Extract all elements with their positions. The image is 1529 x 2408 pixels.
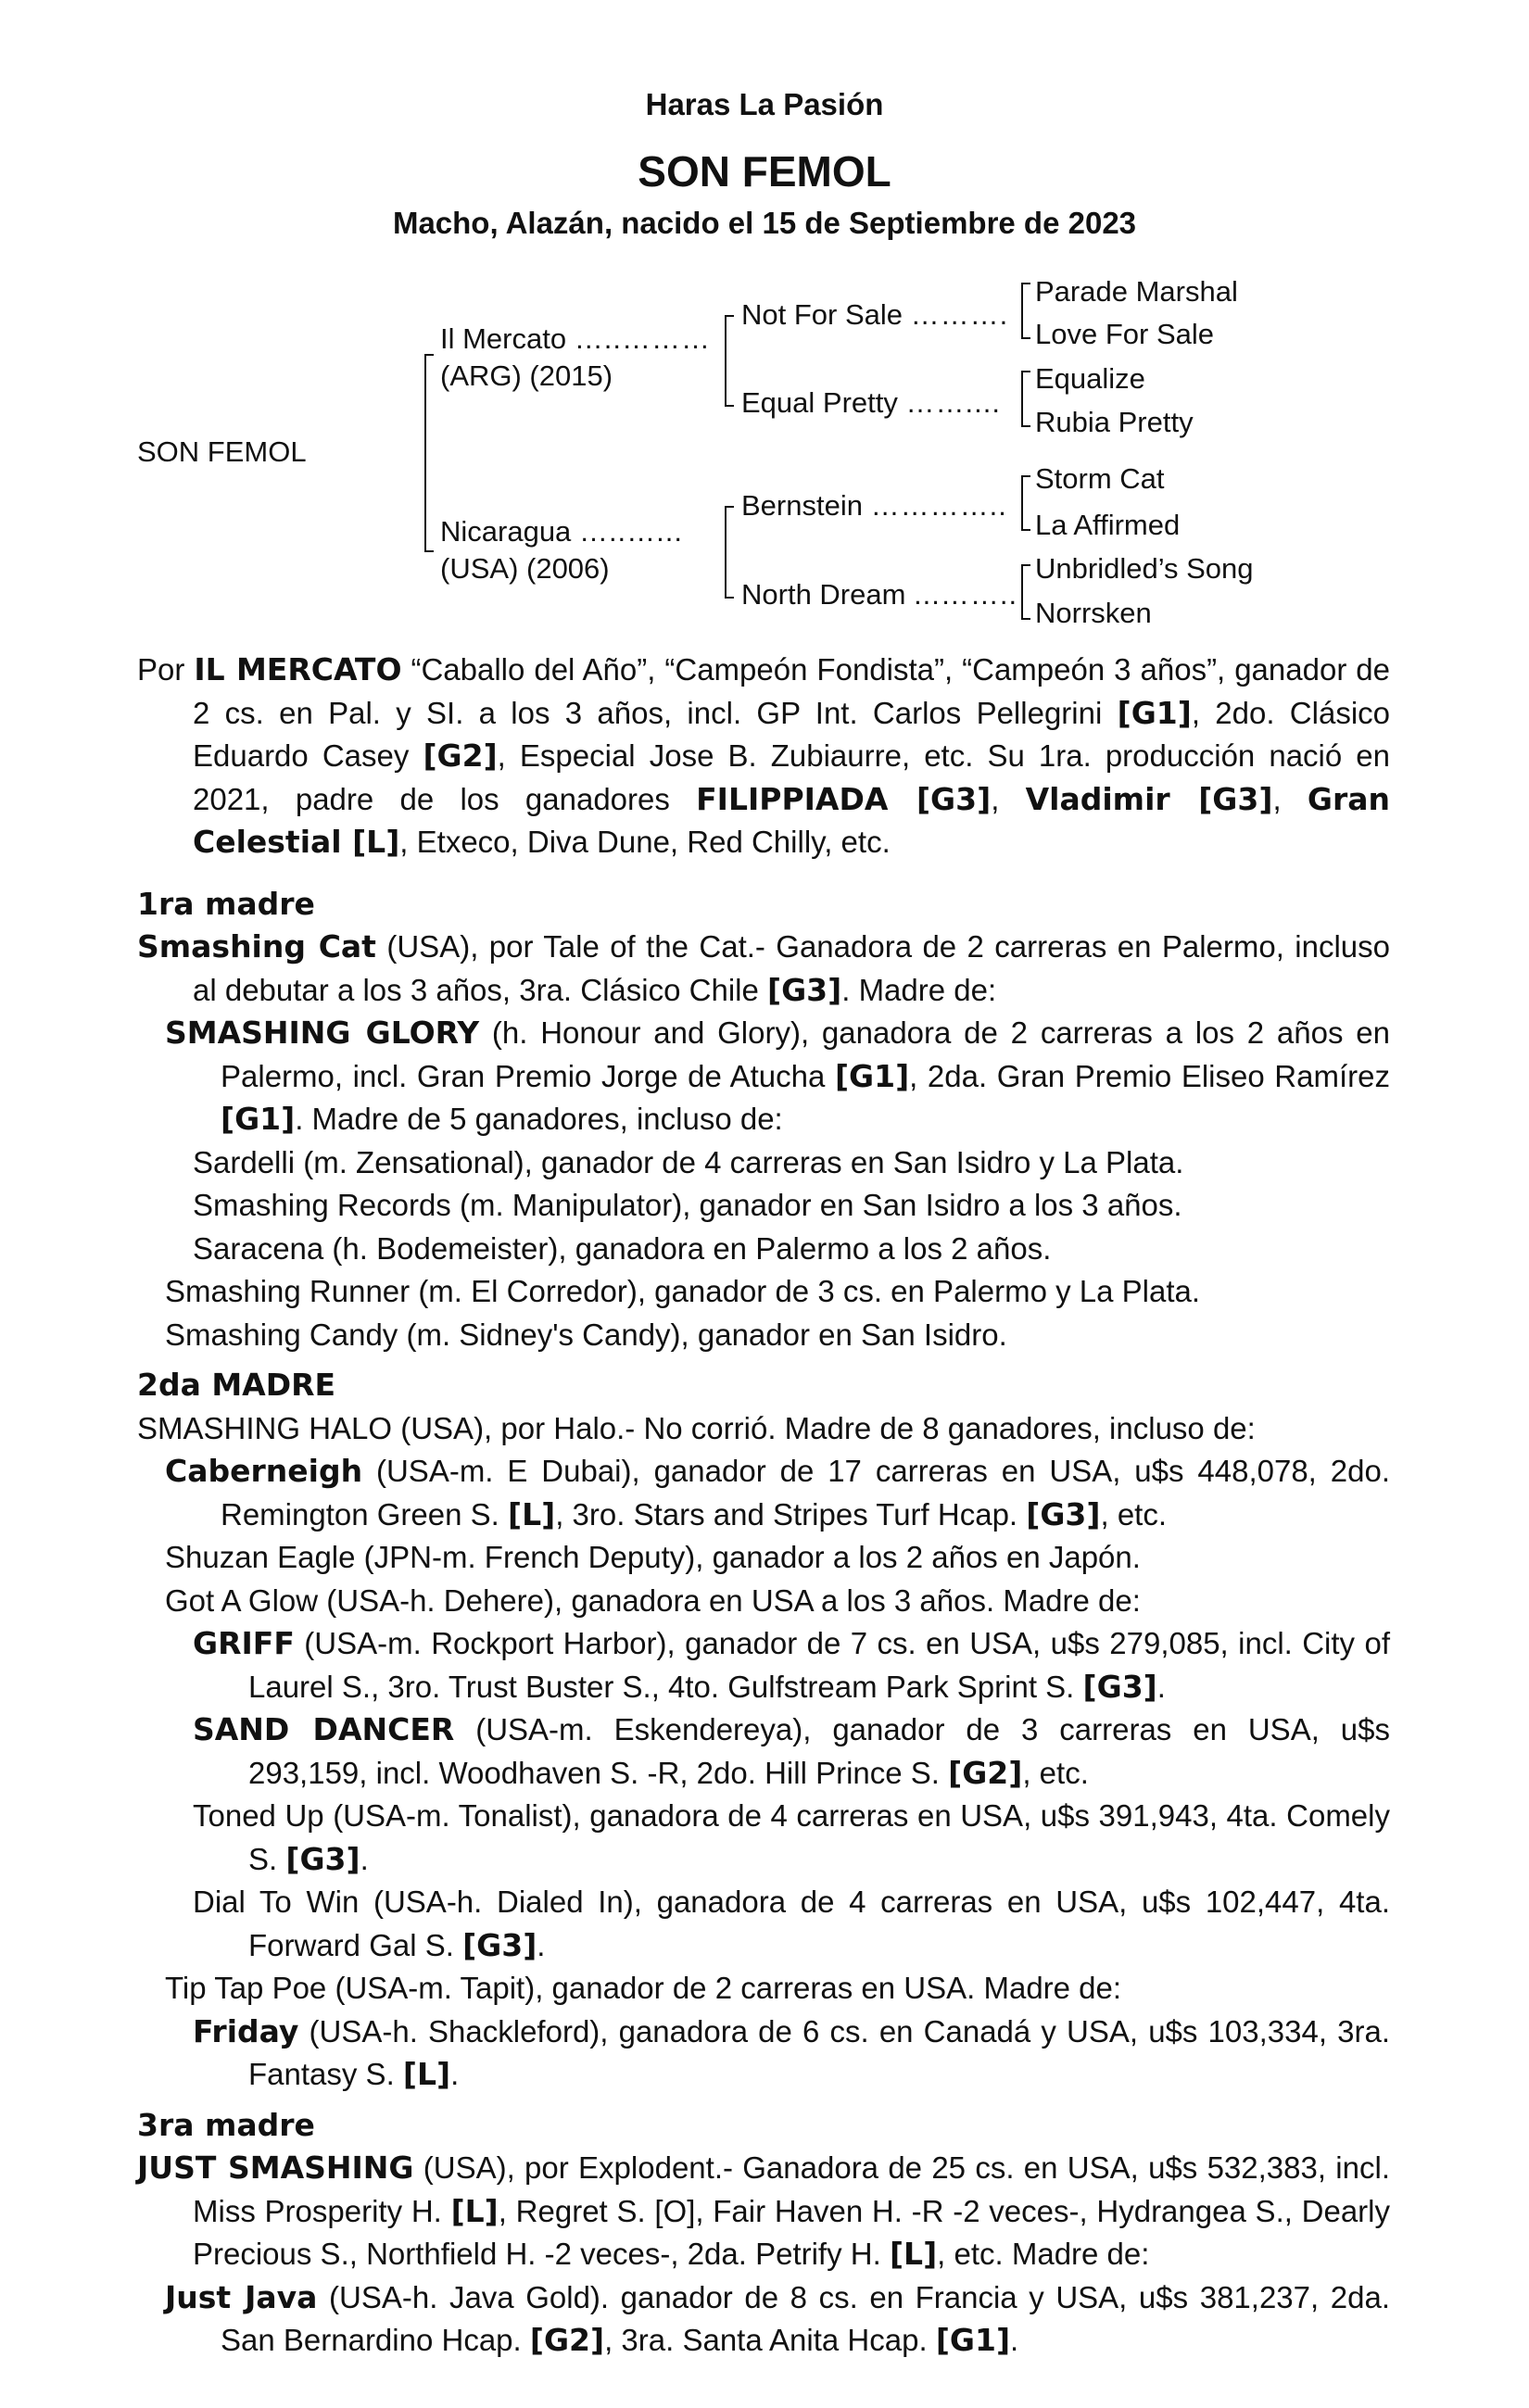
bracket-ds <box>1021 475 1030 531</box>
produce-entry: Shuzan Eagle (JPN-m. French Deputy), ganador a los 2 años en Japón. <box>165 1540 1141 1574</box>
text: . <box>450 2057 460 2091</box>
sire-name: Il Mercato <box>440 322 567 355</box>
produce-entry: Smashing Records (m. Manipulator), ganador en San Isidro a los 3 años. <box>193 1188 1182 1222</box>
second-dam-heading: 2da MADRE <box>137 1367 336 1403</box>
text: . <box>1156 1669 1166 1704</box>
first-dam-heading: 1ra madre <box>137 885 315 922</box>
text: (USA-m. Rockport Harbor), ganador de 7 cs. en USA, u$s 279,085, incl. City of Laurel S., 3ro. Trust Buster S., 4to. Gulfstream Park Sprint S. <box>248 1626 1390 1704</box>
produce-entry <box>137 1622 1390 1708</box>
produce-entry: Saracena (h. Bodemeister), ganadora en Palermo a los 2 años. <box>193 1230 1052 1266</box>
pedigree-sss: Parade Marshal <box>1035 275 1238 308</box>
grade-badge: [G1] <box>935 2322 1011 2358</box>
pedigree-dss: Storm Cat <box>1035 462 1165 495</box>
horse-title: SON FEMOL <box>638 147 891 195</box>
text: (USA), por Tale of the Cat.- Ganadora de 2 carreras en Palermo, incluso al debutar a los 3 años, 3ra. Clásico Chile <box>193 929 1391 1007</box>
text: , 2da. Gran Premio Eliseo Ramírez <box>909 1058 1390 1093</box>
grade-badge: [G3] <box>767 971 842 1008</box>
pedigree-dd <box>741 576 1017 613</box>
offspring-name: FILIPPIADA [G3] <box>696 780 992 817</box>
grade-badge: [G3] <box>285 1840 360 1877</box>
pedigree-subject: SON FEMOL <box>137 435 307 468</box>
text: , Regret S. [O], Fair Haven H. -R -2 veces-, Hydrangea S., Dearly Precious S., Northfield H. -2 veces-, 2da. Petrify H. <box>193 2193 1390 2271</box>
sire-origin: (ARG) (2015) <box>440 359 613 392</box>
text: “Caballo del Año”, “Campeón Fondista”, “Campeón 3 años”, ganador de 2 cs. en Pal. y SI. a los 3 años, incl. GP Int. Carlos Pellegrini <box>193 652 1390 730</box>
dd-dots: ...…….. <box>914 578 1018 611</box>
text: . <box>1010 2323 1019 2357</box>
text: Dial To Win (USA-h. Dialed In), ganadora de 4 carreras en USA, u$s 102,447, 4ta. Forward Gal S. <box>193 1885 1390 1962</box>
grade-badge: [G1] <box>221 1101 296 1137</box>
ss-name: Not For Sale <box>741 298 904 331</box>
dam-name: Smashing Cat <box>137 928 376 964</box>
text: , etc. Madre de: <box>937 2237 1150 2271</box>
sire-paragraph <box>137 649 1390 864</box>
sire-name-bold: IL MERCATO <box>194 651 402 687</box>
bracket-sire <box>725 315 734 407</box>
grade-badge: [G2] <box>529 2322 605 2358</box>
text: Toned Up (USA-m. Tonalist), ganadora de 4 carreras en USA, u$s 391,943, 4ta. Comely S. <box>193 1798 1390 1876</box>
pedigree-ss <box>741 296 1008 334</box>
grade-badge: [L] <box>508 1495 556 1532</box>
grade-badge: [G2] <box>948 1754 1023 1791</box>
pedigree-sd <box>741 385 1001 422</box>
text: (USA-h. Java Gold). ganador de 8 cs. en Francia y USA, u$s 381,237, 2da. San Bernardino Hcap. <box>221 2279 1390 2357</box>
dam-origin: (USA) (2006) <box>440 552 610 585</box>
produce-entry: Smashing Runner (m. El Corredor), ganador de 3 cs. en Palermo y La Plata. <box>165 1274 1201 1308</box>
pedigree-ssd: Love For Sale <box>1035 318 1214 350</box>
text: , etc. <box>1022 1755 1089 1790</box>
text: . Madre de 5 ganadores, incluso de: <box>295 1102 783 1136</box>
third-dam-heading: 3ra madre <box>137 2106 315 2143</box>
horse-description: Macho, Alazán, nacido el 15 de Septiembre de 2023 <box>392 206 1137 240</box>
pedigree-dds: Unbridled’s Song <box>1035 552 1254 585</box>
pedigree-dam <box>440 513 683 550</box>
text: (h. Honour and Glory), ganadora de 2 carreras a los 2 años en Palermo, incl. Gran Premio Jorge de Atucha <box>221 1015 1390 1093</box>
ss-dots: ………. <box>910 298 1009 331</box>
bracket-sd <box>1021 371 1030 427</box>
produce-name: GRIFF <box>193 1625 295 1661</box>
text: , etc. <box>1100 1496 1168 1532</box>
produce-entry <box>137 1450 1390 1536</box>
dam-name: Nicaragua <box>440 515 572 548</box>
text: , Especial Jose B. Zubiaurre, etc. Su 1ra. producción nació en 2021, padre de los ganadores <box>193 738 1391 816</box>
bracket-dam <box>725 506 734 599</box>
sd-dots: …….... <box>905 386 1001 419</box>
sd-name: Equal Pretty <box>741 386 898 419</box>
pedigree-sire <box>440 321 711 358</box>
offspring-name: Gran Celestial [L] <box>193 780 1391 860</box>
third-dam-paragraph <box>137 2147 1390 2276</box>
produce-entry: Got A Glow (USA-h. Dehere), ganadora en USA a los 3 años. Madre de: <box>165 1582 1141 1618</box>
ds-dots: ………….. <box>870 489 1007 522</box>
produce-name: SMASHING GLORY <box>165 1015 480 1051</box>
produce-entry: Tip Tap Poe (USA-m. Tapit), ganador de 2 carreras en USA. Madre de: <box>165 1971 1122 2005</box>
text: , 2do. Clásico Eduardo Casey <box>193 695 1391 773</box>
grade-badge: [G1] <box>1117 694 1192 731</box>
produce-name: Just Java <box>165 2278 318 2315</box>
catalog-body <box>137 649 1390 2363</box>
produce-entry <box>137 1795 1390 1881</box>
bracket-dd <box>1021 564 1030 620</box>
produce-entry <box>137 1708 1390 1795</box>
text: , 3ro. Stars and Stripes Turf Hcap. <box>555 1496 1027 1532</box>
por-label: Por <box>137 652 185 687</box>
dam-name: JUST SMASHING <box>137 2150 414 2186</box>
produce-entry <box>137 2276 1390 2363</box>
dd-name: North Dream <box>741 578 906 611</box>
produce-entry <box>137 2011 1390 2097</box>
text: , Etxeco, Diva Dune, Red Chilly, etc. <box>399 825 891 859</box>
text: (USA), por Explodent.- Ganadora de 25 cs. en USA, u$s 532,383, incl. Miss Prosperity H. <box>193 2150 1390 2228</box>
bracket-ss <box>1021 283 1030 339</box>
text: . Madre de: <box>841 972 997 1007</box>
produce-name: Friday <box>193 2012 299 2049</box>
produce-entry: Smashing Candy (m. Sidney's Candy), ganador en San Isidro. <box>165 1317 1007 1352</box>
dam-dots: …..…... <box>578 515 684 548</box>
produce-name: Caberneigh <box>165 1453 363 1489</box>
produce-name: SAND DANCER <box>193 1711 455 1747</box>
produce-entry <box>137 1881 1390 1967</box>
text: . <box>537 1927 546 1962</box>
second-dam-paragraph: SMASHING HALO (USA), por Halo.- No corrió. Madre de 8 ganadores, incluso de: <box>137 1410 1256 1445</box>
text: . <box>360 1841 369 1876</box>
pedigree-ds <box>741 487 1007 524</box>
grade-badge: [G2] <box>423 738 498 774</box>
offspring-name: Vladimir [G3] <box>1025 780 1273 817</box>
ds-name: Bernstein <box>741 489 863 522</box>
produce-entry: Sardelli (m. Zensational), ganador de 4 carreras en San Isidro y La Plata. <box>193 1144 1184 1179</box>
text: (USA-h. Shackleford), ganadora de 6 cs. en Canadá y USA, u$s 103,334, 3ra. Fantasy S. <box>248 2013 1390 2091</box>
pedigree-ddd: Norrsken <box>1035 597 1152 629</box>
grade-badge: [L] <box>889 2236 938 2272</box>
text: , <box>1272 781 1308 816</box>
sire-dots: …..……… <box>574 322 711 355</box>
pedigree-sdd: Rubia Pretty <box>1035 406 1194 438</box>
grade-badge: [G1] <box>834 1057 910 1094</box>
farm-name: Haras La Pasión <box>645 87 884 121</box>
first-dam-paragraph <box>137 926 1390 1012</box>
grade-badge: [L] <box>402 2056 451 2092</box>
text: (USA-m. E Dubai), ganador de 17 carreras en USA, u$s 448,078, 2do. Remington Green S. <box>221 1454 1390 1532</box>
grade-badge: [G3] <box>1082 1668 1157 1705</box>
produce-entry <box>137 1012 1390 1141</box>
pedigree-dsd: La Affirmed <box>1035 509 1181 541</box>
text: (USA-m. Eskendereya), ganador de 3 carreras en USA, u$s 293,159, incl. Woodhaven S. -R, 2do. Hill Prince S. <box>248 1712 1390 1790</box>
grade-badge: [G3] <box>462 1926 537 1963</box>
grade-badge: [G3] <box>1026 1495 1101 1532</box>
text: , 3ra. Santa Anita Hcap. <box>604 2323 936 2357</box>
text: , <box>991 781 1026 816</box>
bracket-gen1 <box>424 354 434 552</box>
pedigree-sds: Equalize <box>1035 362 1145 395</box>
grade-badge: [L] <box>450 2192 499 2229</box>
